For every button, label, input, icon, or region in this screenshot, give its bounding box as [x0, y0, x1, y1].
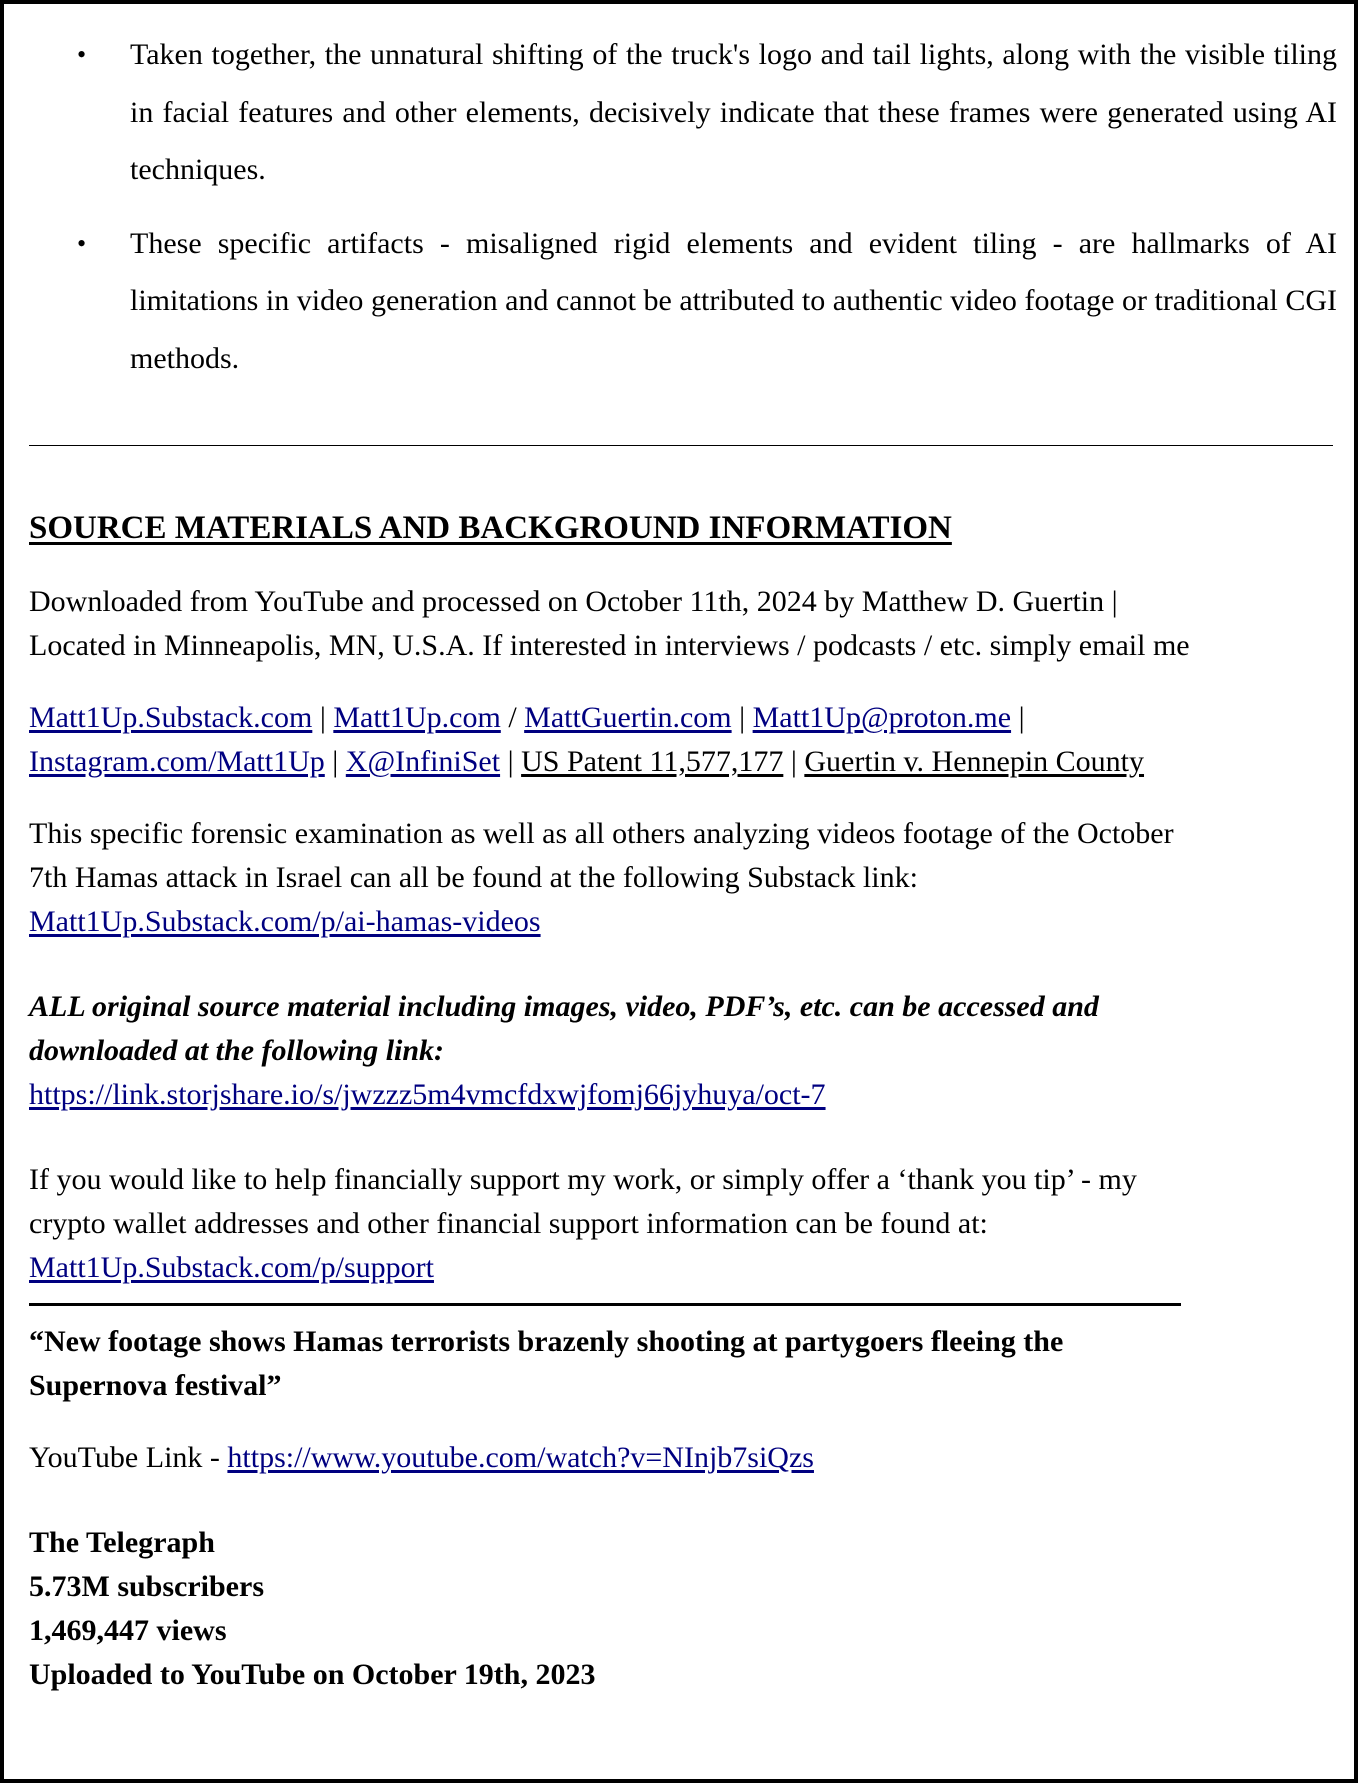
youtube-link-label: YouTube Link - — [29, 1441, 228, 1474]
instagram-link[interactable]: Instagram.com/Matt1Up — [29, 745, 325, 778]
link-separator: | — [312, 701, 334, 734]
bullet-text: These specific artifacts - misaligned rigid elements and evident tiling - are hallmarks of AI limitations in video generation and cannot be attributed to authentic video footage or traditional CGI methods. — [130, 226, 1337, 375]
intro-paragraph — [29, 580, 1339, 668]
storj-share-link[interactable]: https://link.storjshare.io/s/jwzzz5m4vmcfdxwjfomj66jyhuya/oct-7 — [29, 1078, 826, 1111]
youtube-video-link[interactable]: https://www.youtube.com/watch?v=NInjb7siQzs — [227, 1441, 814, 1474]
section-heading: SOURCE MATERIALS AND BACKGROUND INFORMATION — [29, 510, 952, 546]
bullet-dot-icon: • — [77, 40, 87, 69]
intro-line-2: Located in Minneapolis, MN, U.S.A. If interested in interviews / podcasts / etc. simply email me — [29, 629, 1190, 662]
intro-line-1: Downloaded from YouTube and processed on October 11th, 2024 by Matthew D. Guertin | — [29, 585, 1118, 618]
section-divider — [29, 445, 1333, 446]
upload-date: Uploaded to YouTube on October 19th, 2023 — [29, 1658, 596, 1691]
contact-links-paragraph — [29, 696, 1339, 784]
video-title — [29, 1320, 1339, 1408]
youtube-link-line — [29, 1436, 1339, 1480]
source-line-1: ALL original source material including images, video, PDF’s, etc. can be accessed and — [29, 990, 1099, 1023]
support-paragraph — [29, 1158, 1339, 1290]
bullet-text: Taken together, the unnatural shifting of the truck's logo and tail lights, along with the visible tiling in facial features and other elements, decisively indicate that these frames were generated using AI techniques. — [130, 38, 1337, 186]
bullet-item — [4, 215, 1358, 388]
substack-link[interactable]: Matt1Up.Substack.com — [29, 701, 313, 734]
channel-name: The Telegraph — [29, 1526, 215, 1559]
matt1up-site-link[interactable]: Matt1Up.com — [333, 701, 501, 734]
subscriber-count: 5.73M subscribers — [29, 1570, 264, 1603]
link-separator: | — [1011, 701, 1025, 734]
bullet-dot-icon: • — [77, 228, 87, 258]
video-metadata — [29, 1521, 1339, 1697]
view-count: 1,469,447 views — [29, 1614, 227, 1647]
link-separator: | — [783, 745, 805, 778]
support-line-1: If you would like to help financially support my work, or simply offer a ‘thank you tip’ - my — [29, 1163, 1137, 1196]
forensic-line-1: This specific forensic examination as well as all others analyzing videos footage of the October — [29, 817, 1174, 850]
video-divider — [29, 1303, 1181, 1306]
email-link[interactable]: Matt1Up@proton.me — [752, 701, 1012, 734]
court-case-link[interactable]: Guertin v. Hennepin County — [804, 745, 1145, 778]
source-material-paragraph — [29, 985, 1339, 1117]
patent-link[interactable]: US Patent 11,577,177 — [521, 745, 784, 778]
support-link[interactable]: Matt1Up.Substack.com/p/support — [29, 1251, 434, 1284]
link-separator: | — [324, 745, 346, 778]
forensic-line-2: 7th Hamas attack in Israel can all be found at the following Substack link: — [29, 861, 918, 894]
conclusion-bullet-list — [4, 26, 1358, 403]
source-materials-section — [29, 508, 1339, 1697]
source-line-2: downloaded at the following link: — [29, 1034, 445, 1067]
link-separator: | — [731, 701, 753, 734]
video-title-line-1: “New footage shows Hamas terrorists brazenly shooting at partygoers fleeing the — [29, 1325, 1064, 1358]
support-line-2: crypto wallet addresses and other financial support information can be found at: — [29, 1207, 988, 1240]
link-separator: / — [500, 701, 525, 734]
x-link[interactable]: X@InfiniSet — [345, 745, 501, 778]
mattguertin-site-link[interactable]: MattGuertin.com — [524, 701, 732, 734]
bullet-item — [4, 26, 1358, 199]
link-separator: | — [500, 745, 522, 778]
forensic-paragraph — [29, 812, 1339, 944]
video-title-line-2: Supernova festival” — [29, 1369, 282, 1402]
hamas-videos-link[interactable]: Matt1Up.Substack.com/p/ai-hamas-videos — [29, 905, 541, 938]
